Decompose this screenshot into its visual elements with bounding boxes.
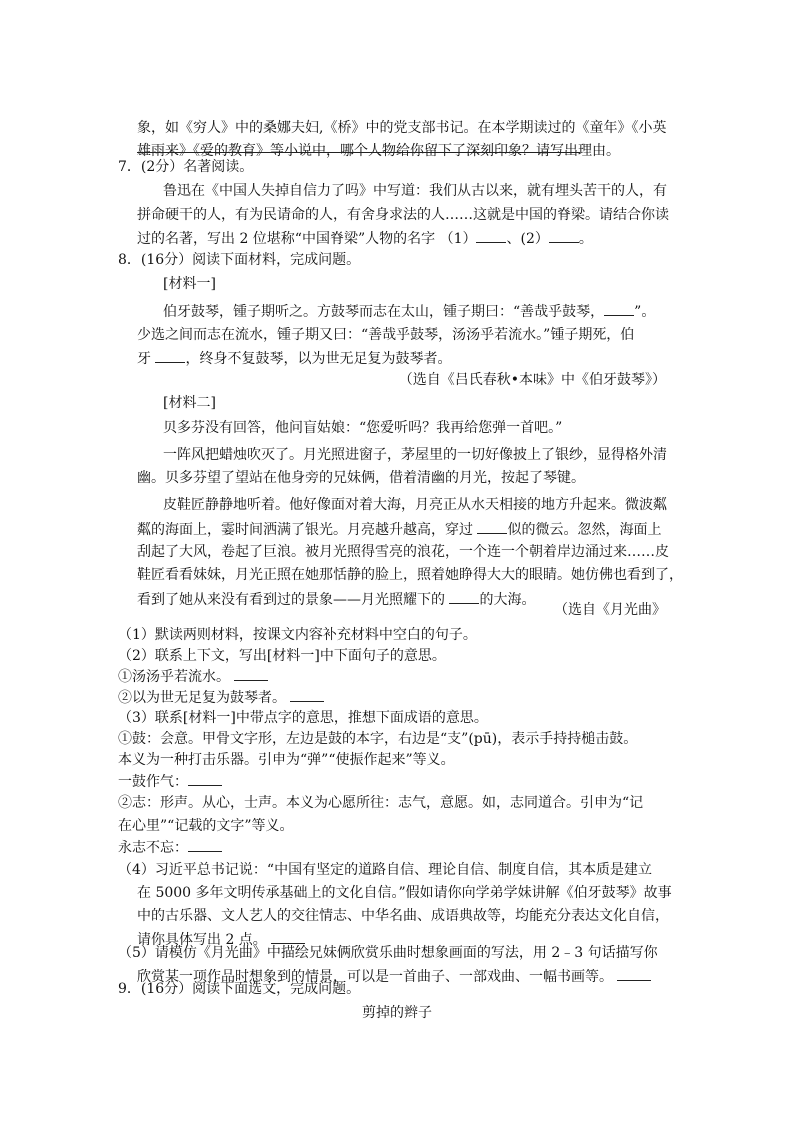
answer-blank[interactable] (188, 837, 222, 852)
material-2-source: （选自《月光曲》 (554, 602, 666, 618)
s2-i2: ②以为世无足复为鼓琴者。 (118, 690, 291, 706)
answer-blank[interactable] (271, 929, 305, 944)
material-2-para-3b (137, 519, 661, 540)
answer-blank[interactable] (188, 771, 222, 786)
q7-heading: 7．(2分）名著阅读。 (118, 159, 254, 175)
q8-sub-5-line-1: （5）请模仿《月光曲》中描绘兄妹俩欣赏乐曲时想象画面的写法，用 2﹣3 句话描写你 (118, 945, 658, 961)
material-2-para-3e (137, 589, 535, 610)
material-2-para-3d: 鞋匠看看妹妹，月光正照在她那恬静的脸上，照着她睁得大大的眼睛。她仿佛也看到了， (137, 567, 683, 583)
material-2-para-3a: 皮鞋匠静静地听着。他好像面对着大海，月亮正从水天相接的地方升起来。微波粼 (163, 497, 667, 513)
q8-sub-3: （3）联系[材料一]中带点字的意思，推想下面成语的意思。 (118, 710, 488, 726)
q7-para-3c: 。 (578, 231, 593, 247)
prev-line-2: 雄雨来》《爱的教育》等小说中，哪个人物给你留下了深刻印象？请写出理由。 (137, 143, 620, 159)
answer-blank[interactable] (604, 301, 634, 316)
q7-para-2: 拼命硬干的人，有为民请命的人，有舍身求法的人……这就是中国的脊梁。请结合你读 (137, 207, 669, 223)
m2-p3e-2: 的大海。 (479, 592, 536, 608)
material-1-source: （选自《吕氏春秋•本味》中《伯牙鼓琴》） (398, 372, 666, 388)
m1-line-3b: ，终身不复鼓琴，以为世无足复为鼓琴者。 (185, 351, 452, 367)
answer-blank[interactable] (155, 348, 185, 363)
q8-sub-2: （2）联系上下文，写出[材料一]中下面句子的意思。 (118, 648, 446, 664)
s2-i1: ①汤汤乎若流水。 (118, 669, 235, 685)
answer-blank[interactable] (477, 519, 507, 534)
q8-sub-1: （1）默读两则材料，按课文内容补充材料中空白的句子。 (118, 627, 477, 643)
q8-sub-2-item-2 (118, 687, 324, 708)
q8-sub-3-b1: ②志：形声。从心，士声。本义为心愿所往：志气，意愿。如，志同道合。引申为“记 (118, 795, 644, 811)
s3-b3: 永志不忘： (118, 840, 188, 856)
q7-para-3 (137, 228, 593, 249)
m1-line-1a: 伯牙鼓琴，锺子期听之。方鼓琴而志在太山，锺子期曰：“善哉乎鼓琴， (163, 304, 605, 320)
material-1-line-1 (163, 301, 655, 322)
q8-sub-3-a3 (118, 771, 222, 792)
q8-sub-4-line-2: 在 5000 多年文明传承基础上的文化自信。”假如请你向学弟学妹讲解《伯牙鼓琴》故事 (137, 885, 672, 901)
q8-sub-3-b3 (118, 837, 222, 858)
prev-line-1: 象，如《穷人》中的桑娜夫妇,《桥》中的党支部书记。在本学期读过的《童年》《小英 (137, 120, 667, 136)
q8-sub-3-a1: ①鼓：会意。甲骨文字形，左边是鼓的本字，右边是“支”(pū)，表示手持持槌击鼓。 (118, 731, 638, 747)
q8-sub-2-item-1 (118, 666, 268, 687)
q7-para-3a: 过的名著，写出 2 位堪称“中国脊梁”人物的名字 （1） (137, 231, 477, 247)
material-2-para-2a: 一阵风把蜡烛吹灭了。月光照进窗子，茅屋里的一切好像披上了银纱，显得格外清 (163, 447, 667, 463)
m2-p3b-2: 似的微云。忽然，海面上 (507, 522, 662, 538)
material-2-para-3c: 刮起了大风，卷起了巨浪。被月光照得雪亮的浪花，一个连一个朝着岸边涌过来……皮 (137, 544, 669, 560)
q8-sub-4-line-1: （4）习近平总书记说：“中国有坚定的道路自信、理论自信、制度自信，其本质是建立 (118, 862, 653, 878)
answer-line (137, 152, 580, 153)
q8-heading: 8．(16分）阅读下面材料，完成问题。 (118, 252, 361, 268)
s4-4: 请你具体写出 2 点。 (137, 932, 272, 948)
s5-2: 欣赏某一项作品时想象到的情景，可以是一首曲子、一部戏曲、一幅书画等。 (137, 969, 618, 985)
material-1-title: [材料一] (163, 276, 216, 292)
material-2-para-2b: 幽。贝多芬望了望站在他身旁的兄妹俩，借着清幽的月光，按起了琴键。 (137, 470, 585, 486)
q9-heading: 9．(16分）阅读下面选文，完成问题。 (118, 981, 361, 997)
answer-blank[interactable] (617, 966, 651, 981)
answer-blank[interactable] (549, 228, 579, 243)
material-2-title: [材料二] (163, 395, 216, 411)
m1-line-3a: 牙 (137, 351, 156, 367)
m1-line-1b: ”。 (634, 304, 656, 320)
q7-para-3b: 、(2） (506, 231, 549, 247)
answer-blank[interactable] (234, 666, 268, 681)
q9-article-title: 剪掉的辫子 (362, 1005, 432, 1021)
q8-sub-3-a2: 本义为一种打击乐器。引申为“弹”“使振作起来”等义。 (118, 752, 455, 768)
m2-p3b-1: 粼的海面上，霎时间洒满了银光。月亮越升越高，穿过 (137, 522, 478, 538)
q7-para-1: 鲁迅在《中国人失掉自信力了吗》中写道：我们从古以来，就有埋头苦干的人，有 (163, 183, 667, 199)
material-2-para-1: 贝多芬没有回答，他问盲姑娘：“您爱听吗？我再给您弹一首吧。” (163, 420, 563, 436)
q8-sub-4-line-3: 中的古乐器、文人艺人的交往情志、中华名曲、成语典故等，均能充分表达文化自信， (137, 908, 669, 924)
answer-blank[interactable] (290, 687, 324, 702)
material-1-line-2: 少选之间而志在流水，锺子期又曰：“善哉乎鼓琴，汤汤乎若流水。”锺子期死，伯 (137, 327, 635, 343)
q8-sub-3-b2: 在心里”“记载的文字”等义。 (118, 818, 294, 834)
answer-blank[interactable] (449, 589, 479, 604)
material-1-line-3 (137, 348, 451, 369)
answer-blank[interactable] (476, 228, 506, 243)
m2-p3e-1: 看到了她从来没有看到过的景象——月光照耀下的 (137, 592, 450, 608)
s3-a3: 一鼓作气： (118, 774, 188, 790)
